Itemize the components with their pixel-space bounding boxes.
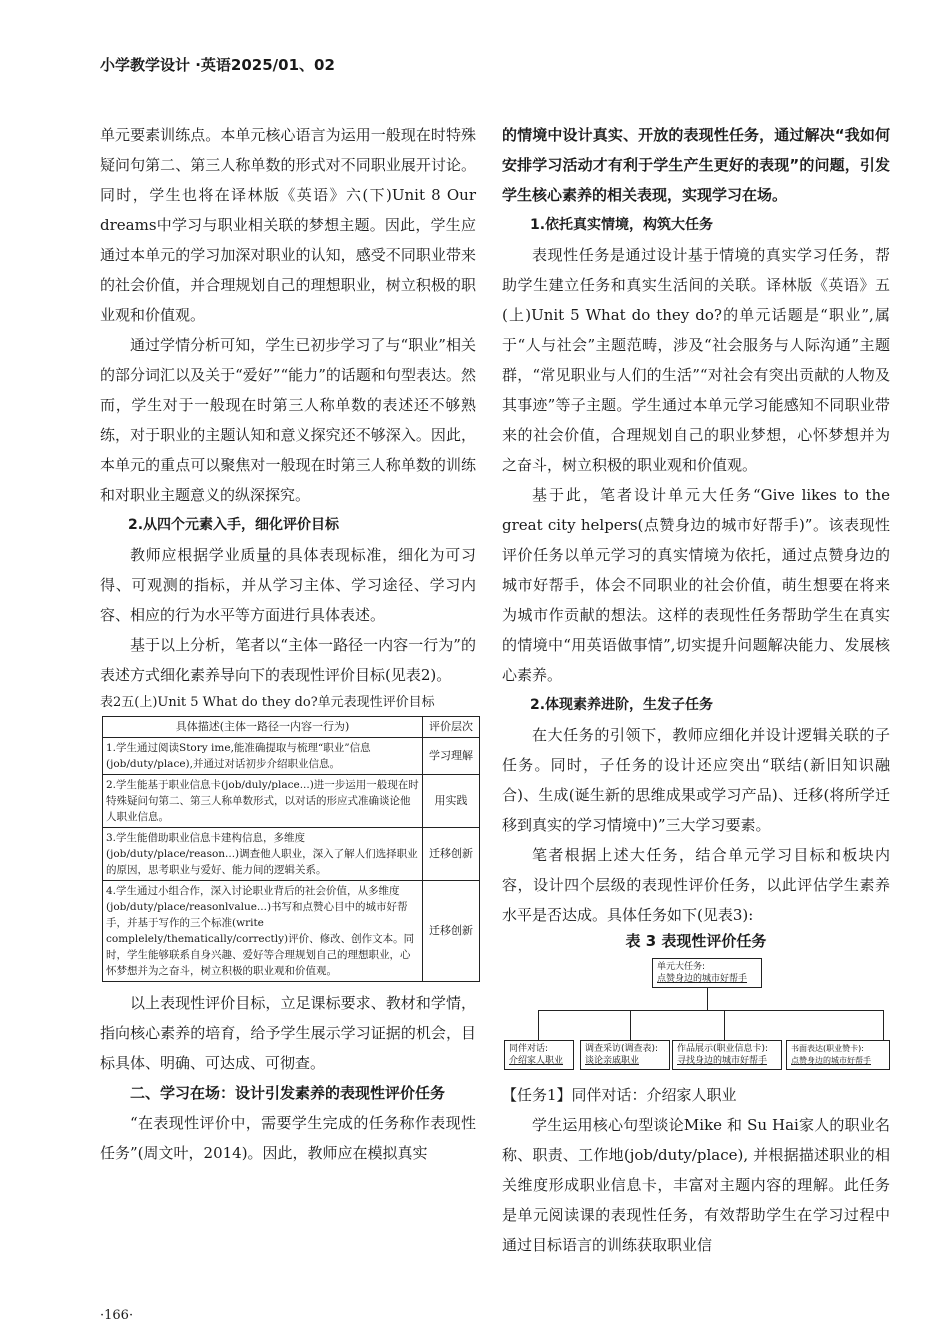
box-label: 点赞身边的城市好帮手 xyxy=(791,1056,871,1065)
connector-line xyxy=(630,1010,631,1040)
connector-line xyxy=(724,1010,725,1040)
diagram-box-task-1 xyxy=(504,1040,574,1070)
paragraph: 表现性任务是通过设计基于情境的真实学习任务，帮助学生建立任务和真实生活间的关联。译林版《英语》五(上)Unit 5 What do they do?的单元话题是“职业”,属于“人与社会”主题范畴，涉及“社会服务与人际沟通”主题群，“常见职业与人们的生活”“对社会有突出贡献的人物及其事迹”等子主题。学生通过本单元学习能感知不同职业带来的社会价值，合理规划自己的职业梦想，心怀梦想并为之奋斗，树立积极的职业观和价值观。 xyxy=(502,246,890,474)
subheading: 2.从四个元素入手，细化评价目标 xyxy=(128,517,340,533)
table-cell: 2.学生能基于职业信息卡(job/duly/place...)进一步运用一般现在时特殊疑问句第二、第三人称单数形式，以对话的形应式准确谈论他人职业信息。 xyxy=(103,775,423,828)
task-hierarchy-diagram xyxy=(502,954,890,1074)
box-label: 书面表达(职业赞卡): xyxy=(791,1044,864,1053)
box-label: 单元大任务: xyxy=(657,962,706,972)
connector-line xyxy=(538,1010,883,1011)
table-row xyxy=(103,775,480,828)
left-column xyxy=(100,120,476,1168)
subheading: 2.体现素养进阶，生发子任务 xyxy=(530,697,714,713)
table-cell: 4.学生通过小组合作，深入讨论职业背后的社会价值，从多维度(job/duty/place/reasonlvalue...)书写和点赞心目中的城市好帮手，并基于写作的三个标准(write complelely/thematically/correctly)评价、修改、创作文本。同时，学生能够联系自身兴趣、爱好等合理规划自己的理想职业，心怀梦想并为之奋斗，树立积极的职业观和价值观。 xyxy=(103,881,423,982)
box-label: 介绍家人职业 xyxy=(509,1056,564,1066)
table-row xyxy=(103,738,480,775)
task-title: 同伴对话：介绍家人职业 xyxy=(571,1086,737,1104)
paragraph: 基于此，笔者设计单元大任务“Give likes to the great city helpers(点赞身边的城市好帮手)”。该表现性评价任务以单元学习的真实情境为依托，通过点赞身边的城市好帮手，体会不同职业的社会价值，萌生想要在将来为城市作贡献的想法。这样的表现性任务帮助学生在真实的情境中“用英语做事情”,切实提升问题解决能力、发展核心素养。 xyxy=(502,486,890,684)
diagram-box-main-task xyxy=(652,958,762,988)
box-label: 点赞身边的城市好帮手 xyxy=(657,974,748,984)
table-cell: 迁移创新 xyxy=(423,881,480,982)
subheading: 1.依托真实情境，构筑大任务 xyxy=(530,217,714,233)
paragraph: 笔者根据上述大任务，结合单元学习目标和板块内容，设计四个层级的表现性评价任务，以此评估学生素养水平是否达成。具体任务如下(见表3): xyxy=(502,846,890,924)
table-row xyxy=(103,881,480,982)
box-label: 同伴对话: xyxy=(509,1044,549,1054)
box-label: 谈论亲戚职业 xyxy=(585,1056,640,1066)
diagram-box-task-3 xyxy=(672,1040,782,1070)
section-heading: 二、学习在场：设计引发素养的表现性评价任务 xyxy=(130,1084,446,1102)
task-label: 【任务1】 xyxy=(502,1086,572,1104)
table-cell: 用实践 xyxy=(423,775,480,828)
box-label: 寻找身边的城市好帮手 xyxy=(677,1056,768,1066)
connector-line xyxy=(707,988,708,1010)
paragraph: 的情境中设计真实、开放的表现性任务，通过解决“我如何安排学习活动才有利于学生产生更好的表现”的问题，引发学生核心素养的相关表现，实现学习在场。 xyxy=(502,126,890,204)
table-cell: 迁移创新 xyxy=(423,828,480,881)
table-cell: 学习理解 xyxy=(423,738,480,775)
column-header: 具体描述(主体一路径一内容一行为) xyxy=(103,717,423,738)
paragraph: 以上表现性评价目标，立足课标要求、教材和学情，指向核心素养的培育，给予学生展示学习证据的机会，目标具体、明确、可达成、可彻查。 xyxy=(100,994,476,1072)
paragraph: 基于以上分析，笔者以“主体一路径一内容一行为”的表述方式细化素养导向下的表现性评价目标(见表2)。 xyxy=(100,636,476,684)
page-number: ·166· xyxy=(100,1308,134,1323)
evaluation-goals-table xyxy=(102,716,480,982)
table-cell: 3.学生能借助职业信息卡建构信息，多维度(job/duty/place/reason...)调查他人职业，深入了解人们选择职业的原因，思考职业与爱好、能力间的逻辑关系。 xyxy=(103,828,423,881)
table-header-row xyxy=(103,717,480,738)
paragraph: 单元要素训练点。本单元核心语言为运用一般现在时特殊疑问句第二、第三人称单数的形式对不同职业展开讨论。同时，学生也将在译林版《英语》六(下)Unit 8 Our dreams中学习与职业相关联的梦想主题。因此，学生应通过本单元的学习加深对职业的认知，感受不同职业带来的社会价值，并合理规划自己的理想职业，树立积极的职业观和价值观。 xyxy=(100,126,476,324)
box-label: 作品展示(职业信息卡): xyxy=(677,1044,769,1054)
table-caption: 表2五(上)Unit 5 What do they do?单元表现性评价目标 xyxy=(100,695,435,710)
paragraph: 教师应根据学业质量的具体表现标准，细化为可习得、可观测的指标，并从学习主体、学习途径、学习内容、相应的行为水平等方面进行具体表述。 xyxy=(100,546,476,624)
connector-line xyxy=(883,1010,884,1040)
diagram-box-task-4 xyxy=(786,1040,890,1070)
table-row xyxy=(103,828,480,881)
connector-line xyxy=(538,1010,539,1040)
paragraph: 学生运用核心句型谈论Mike 和 Su Hai家人的职业名称、职责、工作地(job/duty/place), 并根据描述职业的相关维度形成职业信息卡，丰富对主题内容的理解。此任务是单元阅读课的表现性任务，有效帮助学生在学习过程中通过目标语言的训练获取职业信 xyxy=(502,1116,890,1254)
right-column xyxy=(502,120,890,1260)
table-cell: 1.学生通过阅读Story ime,能准确提取与梳理“职业”信息(job/duty/place),并通过对话初步介绍职业信息。 xyxy=(103,738,423,775)
table-caption: 表 3 表现性评价任务 xyxy=(625,932,767,950)
paragraph: “在表现性评价中，需要学生完成的任务称作表现性任务”(周文叶，2014)。因此，教师应在模拟真实 xyxy=(100,1114,476,1162)
column-header: 评价层次 xyxy=(423,717,480,738)
task-heading xyxy=(502,1080,890,1110)
box-label: 调查采访(调查表): xyxy=(585,1044,659,1054)
running-header: 小学教学设计 ·英语2025/01、02 xyxy=(100,56,335,74)
paragraph: 通过学情分析可知，学生已初步学习了与“职业”相关的部分词汇以及关于“爱好”“能力”的话题和句型表达。然而，学生对于一般现在时第三人称单数的表述还不够熟练，对于职业的主题认知和意义探究还不够深入。因此，本单元的重点可以聚焦对一般现在时第三人称单数的训练和对职业主题意义的纵深探究。 xyxy=(100,336,476,504)
paragraph: 在大任务的引领下，教师应细化并设计逻辑关联的子任务。同时，子任务的设计还应突出“联结(新旧知识融合)、生成(诞生新的思维成果或学习产品)、迁移(将所学迁移到真实的学习情境中)”三大学习要素。 xyxy=(502,726,890,834)
diagram-box-task-2 xyxy=(580,1040,670,1070)
